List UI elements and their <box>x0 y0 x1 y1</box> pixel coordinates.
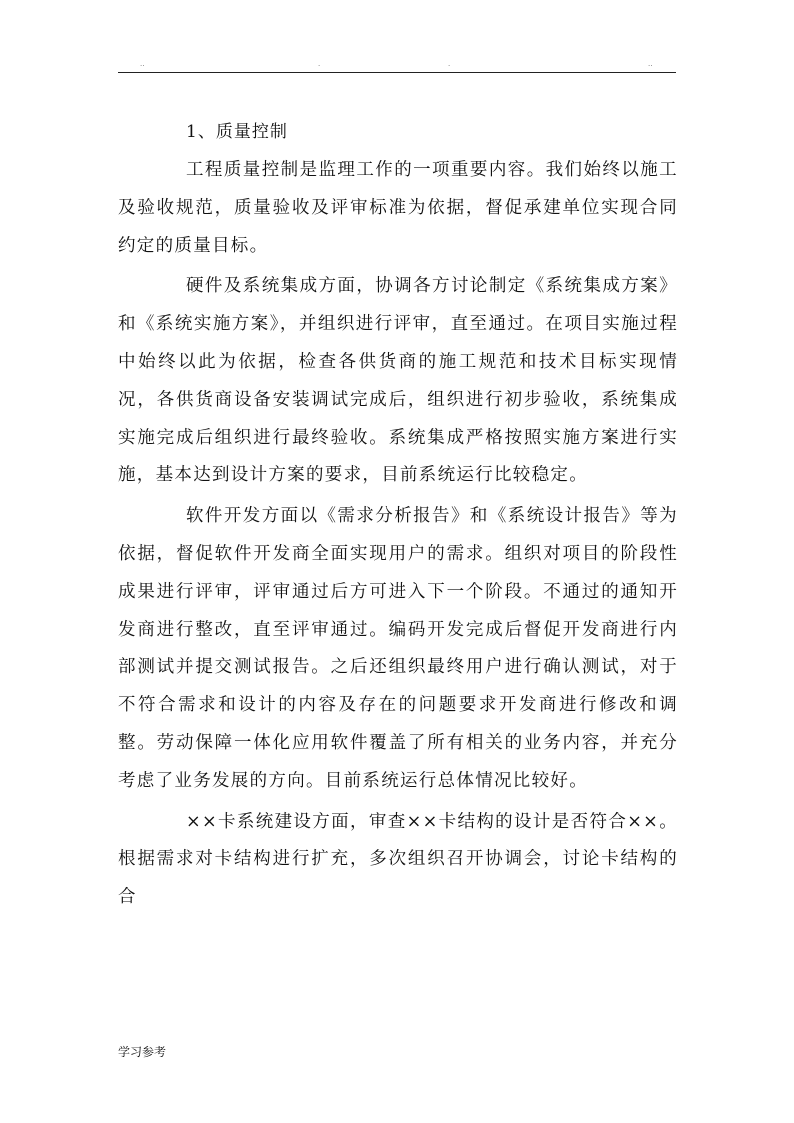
header-mark: .. <box>648 60 653 68</box>
footer-label: 学习参考 <box>118 1045 167 1059</box>
paragraph-hardware: 硬件及系统集成方面，协调各方讨论制定《系统集成方案》和《系统实施方案》，并组织进行评审，直至通过。在项目实施过程中始终以此为依据，检查各供货商的施工规范和技术目标实现情况，各供货商设备安装调试完成后，组织进行初步验收，系统集成实施完成后组织进行最终验收。系统集成严格按照实施方案进行实施，基本达到设计方案的要求，目前系统运行比较稳定。 <box>118 276 678 486</box>
header-mark: . <box>448 60 451 68</box>
header-rule <box>118 72 676 73</box>
paragraph-quality-intro: 工程质量控制是监理工作的一项重要内容。我们始终以施工及验收规范，质量验收及评审标准为依据，督促承建单位实现合同约定的质量目标。 <box>118 160 678 256</box>
paragraph-card-system: ××卡系统建设方面，审查××卡结构的设计是否符合××。根据需求对卡结构进行扩充，多次组织召开协调会，讨论卡结构的合 <box>118 811 678 908</box>
header-mark: . <box>318 60 321 68</box>
header-mark: .. <box>140 60 145 68</box>
document-body <box>118 112 678 920</box>
header-marks <box>118 60 676 70</box>
paragraph-software: 软件开发方面以《需求分析报告》和《系统设计报告》等为依据，督促软件开发商全面实现用户的需求。组织对项目的阶段性成果进行评审，评审通过后方可进入下一个阶段。不通过的通知开发商进行整改，直至评审通过。编码开发完成后督促开发商进行内部测试并提交测试报告。之后还组织最终用户进行确认测试，对于不符合需求和设计的内容及存在的问题要求开发商进行修改和调整。劳动保障一体化应用软件覆盖了所有相关的业务内容，并充分考虑了业务发展的方向。目前系统运行总体情况比较好。 <box>118 506 678 791</box>
section-heading: 1、质量控制 <box>186 122 288 142</box>
